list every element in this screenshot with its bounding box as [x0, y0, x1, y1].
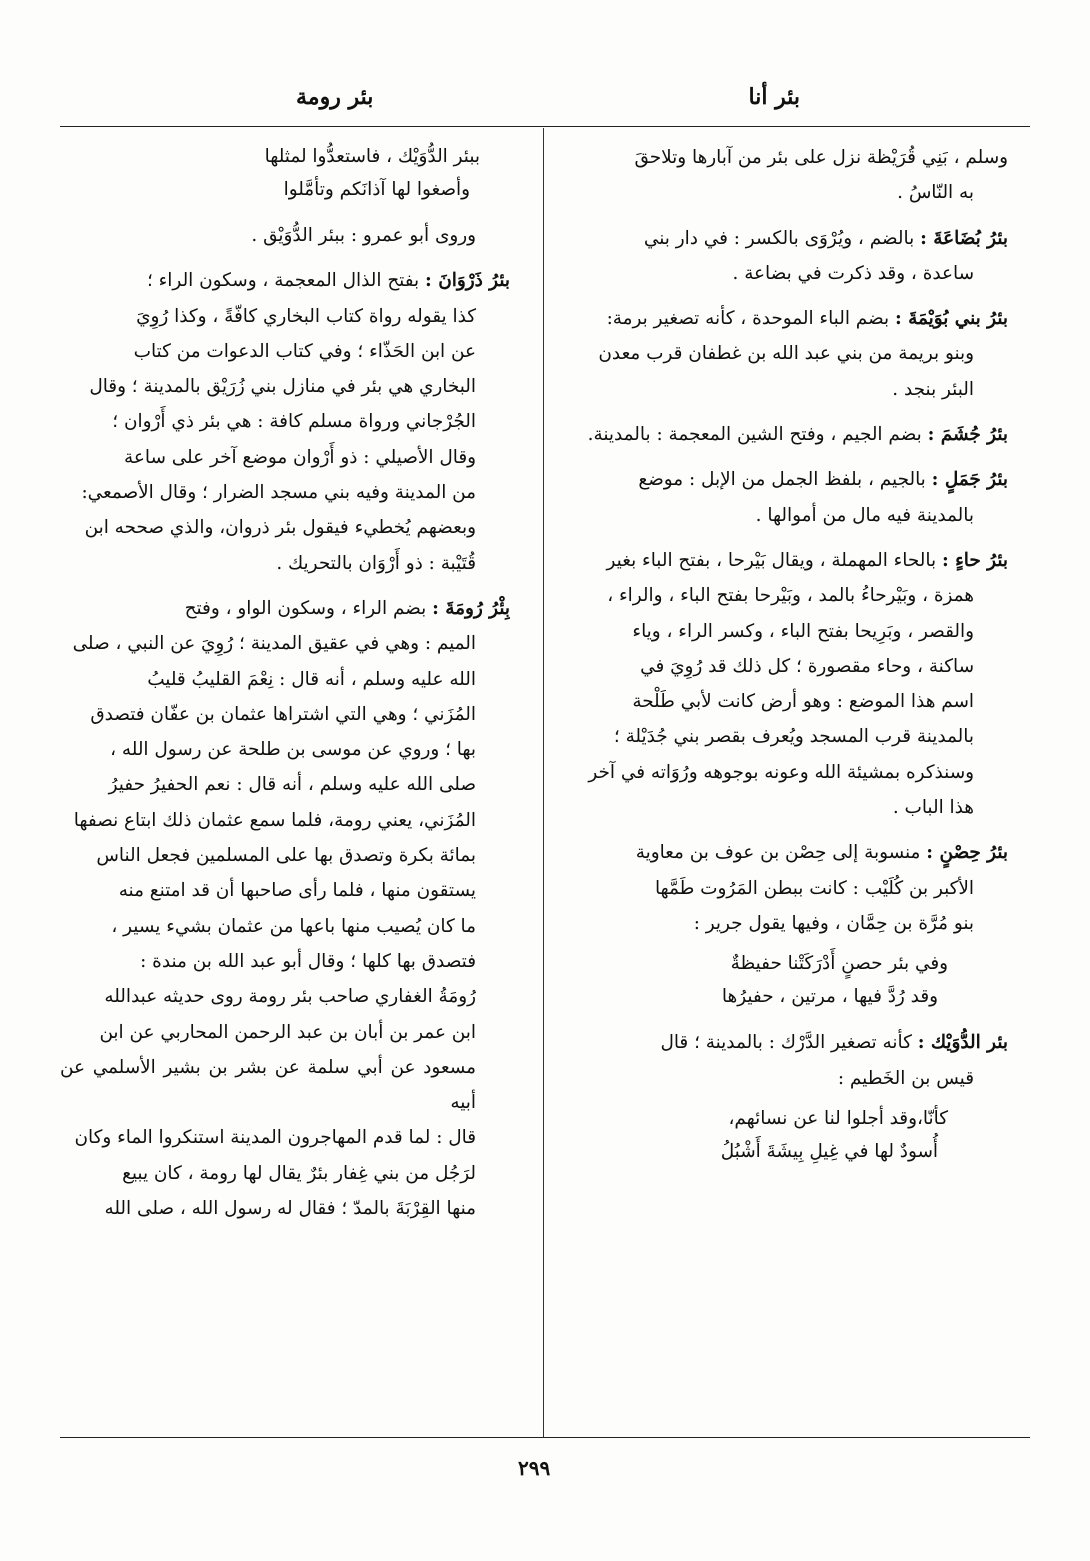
verse-line: وقد رُدَّ فيها ، مرتين ، حفيرُها	[721, 986, 938, 1008]
text-line: وسلم ، بَنِي قُرَيْظة نزل على بئر من آبارها وتلاحقَ	[634, 147, 1008, 168]
running-header-left: بئر رومة	[296, 84, 374, 110]
entry-headword: بئرُ ذَرْوَانَ :	[425, 270, 510, 292]
poem-verse-continued	[60, 140, 510, 206]
text-line: اسم هذا الموضع : وهو أرض كانت لأبي طَلْحة	[632, 691, 974, 713]
text-line: ابن عمر بن أبان بن عبد الرحمن المحاربي عن ابن	[99, 1021, 476, 1043]
text-line: بالحاء المهملة ، ويقال بَيْرحا ، بفتح الباء بغير	[606, 549, 937, 571]
entry-headword: بئرُ حاءٍ :	[941, 549, 1008, 571]
entry-headword: بئرُ بني بُوَيْمَةَ :	[894, 308, 1008, 330]
text-line: والقصر ، وبَرِيحا بفتح الباء ، وكسر الراء ، وياء	[632, 620, 974, 642]
text-line: يستقون منها ، فلما رأى صاحبها أن قد امتنع منه	[118, 880, 476, 902]
text-line: كذا يقوله رواة كتاب البخاري كافّةً ، وكذا رُوِيَ	[136, 305, 476, 327]
right-intro	[568, 140, 1008, 211]
text-line: بضم الباء الموحدة ، كأنه تصغير برمة:	[606, 308, 890, 330]
text-line: لرَجُل من بني غِفار بئرٌ يقال لها رومة ، كان يبيع	[122, 1162, 476, 1184]
text-line: بفتح الذال المعجمة ، وسكون الراء ؛	[146, 270, 420, 292]
text-line: عن ابن الحَذّاء ؛ وفي كتاب الدعوات من كتاب	[133, 340, 476, 362]
poem-verse	[568, 1102, 1008, 1168]
entry-headword: بئرُ جُشَمَ :	[927, 424, 1008, 446]
text-line: الجُرْجاني ورواة مسلم كافة : هي بئر ذي أَرْوان ؛	[112, 411, 476, 433]
text-line: بالضم ، ويُرْوَى بالكسر : في دار بني	[643, 227, 915, 249]
header-rule	[60, 126, 1030, 127]
entry-bir-haa	[568, 543, 1008, 825]
verse-line: أُسودٌ لها في غِيلِ بِيشَةَ أَشْبُلُ	[720, 1140, 938, 1162]
text-line: هذا الباب .	[892, 797, 974, 819]
text-line: به النّاسُ .	[897, 182, 974, 204]
text-line: بضم الجيم ، وفتح الشين المعجمة : بالمدينة.	[587, 424, 922, 446]
left-column	[60, 140, 510, 1430]
text-line: منسوبة إلى حِصْن بن عوف بن معاوية	[635, 842, 921, 864]
text-line: بالجيم ، بلفظ الجمل من الإبل : موضع	[638, 469, 926, 491]
text-line: ساعدة ، وقد ذكرت في بضاعة .	[732, 262, 974, 284]
text-line: المُزَني ؛ وهي التي اشتراها عثمان بن عفّان فتصدق	[90, 703, 476, 725]
text-line: قُتَيْبة : ذو أَرْوَان بالتحريك .	[276, 552, 476, 574]
text-line: البئر بنجد .	[892, 378, 974, 400]
poem-verse	[568, 947, 1008, 1013]
text-line: ما كان يُصيب منها باعها من عثمان بشيء يسير ،	[111, 915, 476, 937]
verse-line: وفي بئر حصنٍ أَدْرَكَتْنا حفيظةٌ	[730, 953, 948, 975]
entry-bir-ruma	[60, 591, 510, 1226]
entry-headword: بئرُ بُضَاعَةَ :	[920, 227, 1008, 249]
text-line: مسعود عن أبي سلمة عن بشر بن بشير الأسلمي عن أبيه	[60, 1056, 476, 1114]
text-line: صلى الله عليه وسلم ، أنه قال : نعم الحفيرُ حفيرُ	[108, 774, 476, 796]
verse-line: ببئر الدُّوَيْك ، فاستعدُّوا لمثلها	[264, 146, 480, 167]
text-line: وسنذكره بمشيئة الله وعونه بوجوهه ورُوَاته في آخر	[588, 761, 974, 783]
entry-bir-jusham	[568, 417, 1008, 452]
text-line: قيس بن الخَطيم :	[837, 1067, 974, 1089]
entry-headword: بئر الدُّوَيْك :	[917, 1032, 1008, 1054]
text-line: وروى أبو عمرو : ببئر الدُّوَيْق .	[251, 225, 476, 246]
text-line: الميم : وهي في عقيق المدينة ؛ رُوِيَ عن النبي ، صلى	[72, 633, 476, 655]
text-line: الأكبر بن كُلَيْب : كانت ببطن المَرُوت طَمَّها	[654, 877, 974, 899]
text-line: رُومَةُ الغفاري صاحب بئر رومة روى حديثه عبدالله	[104, 986, 476, 1008]
text-line: المُزَني، يعني رومة، فلما سمع عثمان ذلك ابتاع نصفها	[73, 809, 476, 831]
right-column	[568, 140, 1008, 1430]
text-line: فتصدق بها كلها ؛ وقال أبو عبد الله بن مندة :	[140, 950, 476, 972]
text-line: بالمدينة قرب المسجد ويُعرف بقصر بني جُدَيْلة ؛	[613, 726, 974, 748]
text-line: وبنو بريمة من بني عبد الله بن غطفان قرب معدن	[598, 343, 974, 365]
text-line: وقال الأصيلي : ذو أَرْوان موضع آخر على ساعة	[124, 446, 476, 468]
text-line: بضم الراء ، وسكون الواو ، وفتح	[184, 597, 427, 619]
text-line: بالمدينة فيه مال من أموالها .	[755, 504, 974, 526]
text-line: ساكنة ، وحاء مقصورة ؛ كل ذلك قد رُوِيَ في	[640, 655, 974, 677]
text-line: وبعضهم يُخطيء فيقول بئر ذروان، والذي صححه ابن	[84, 517, 476, 539]
text-line: البخاري هي بئر في منازل بني زُرَيْق بالمدينة ؛ وقال	[89, 376, 476, 398]
entry-headword: بئرُ جَمَلٍ :	[931, 469, 1008, 491]
entry-headword: بئرُ حِصْنٍ :	[926, 842, 1008, 864]
text-line: بمائة بكرة وتصدق بها على المسلمين فجعل الناس	[96, 845, 476, 867]
riwaya-note	[60, 218, 510, 253]
entry-bir-dharwan	[60, 263, 510, 581]
footer-rule	[60, 1437, 1030, 1438]
entry-headword: بِئْرُ رُومَةَ :	[432, 597, 510, 619]
entry-bir-jamal	[568, 462, 1008, 533]
text-line: بنو مُرَّة بن حِمَّان ، وفيها يقول جرير :	[693, 912, 974, 934]
page-number: ٢٩٩	[518, 1456, 551, 1480]
text-line: بها ؛ وروي عن موسى بن طلحة عن رسول الله ،	[110, 739, 476, 761]
running-header-right: بئر أنا	[748, 84, 800, 110]
entry-bir-budaa	[568, 221, 1008, 292]
text-line: كأنه تصغير الدَّرْك : بالمدينة ؛ قال	[660, 1032, 912, 1054]
column-divider	[543, 128, 544, 1437]
verse-line: كأنّا،وقد أجلوا لنا عن نسائهم،	[728, 1107, 948, 1129]
text-line: منها القِرْبَةَ بالمدّ ؛ فقال له رسول الله ، صلى الله	[104, 1198, 476, 1220]
text-line: همزة ، وبَيْرحاءُ بالمد ، وبَيْرحا بفتح الباء ، والراء ،	[607, 585, 974, 607]
entry-bir-hisn	[568, 835, 1008, 1013]
entry-bir-duwayk	[568, 1025, 1008, 1168]
entry-bir-bani-buwayma	[568, 301, 1008, 407]
verse-line: وأصغوا لها آذانَكم وتأمَّلوا	[283, 179, 470, 200]
text-line: الله عليه وسلم ، أنه قال : نِعْمَ القليبُ قليبُ	[147, 668, 476, 690]
text-line: من المدينة وفيه بني مسجد الضرار ؛ وقال الأصمعي:	[81, 482, 476, 504]
text-line: قال : لما قدم المهاجرون المدينة استنكروا الماء وكان	[74, 1127, 476, 1149]
